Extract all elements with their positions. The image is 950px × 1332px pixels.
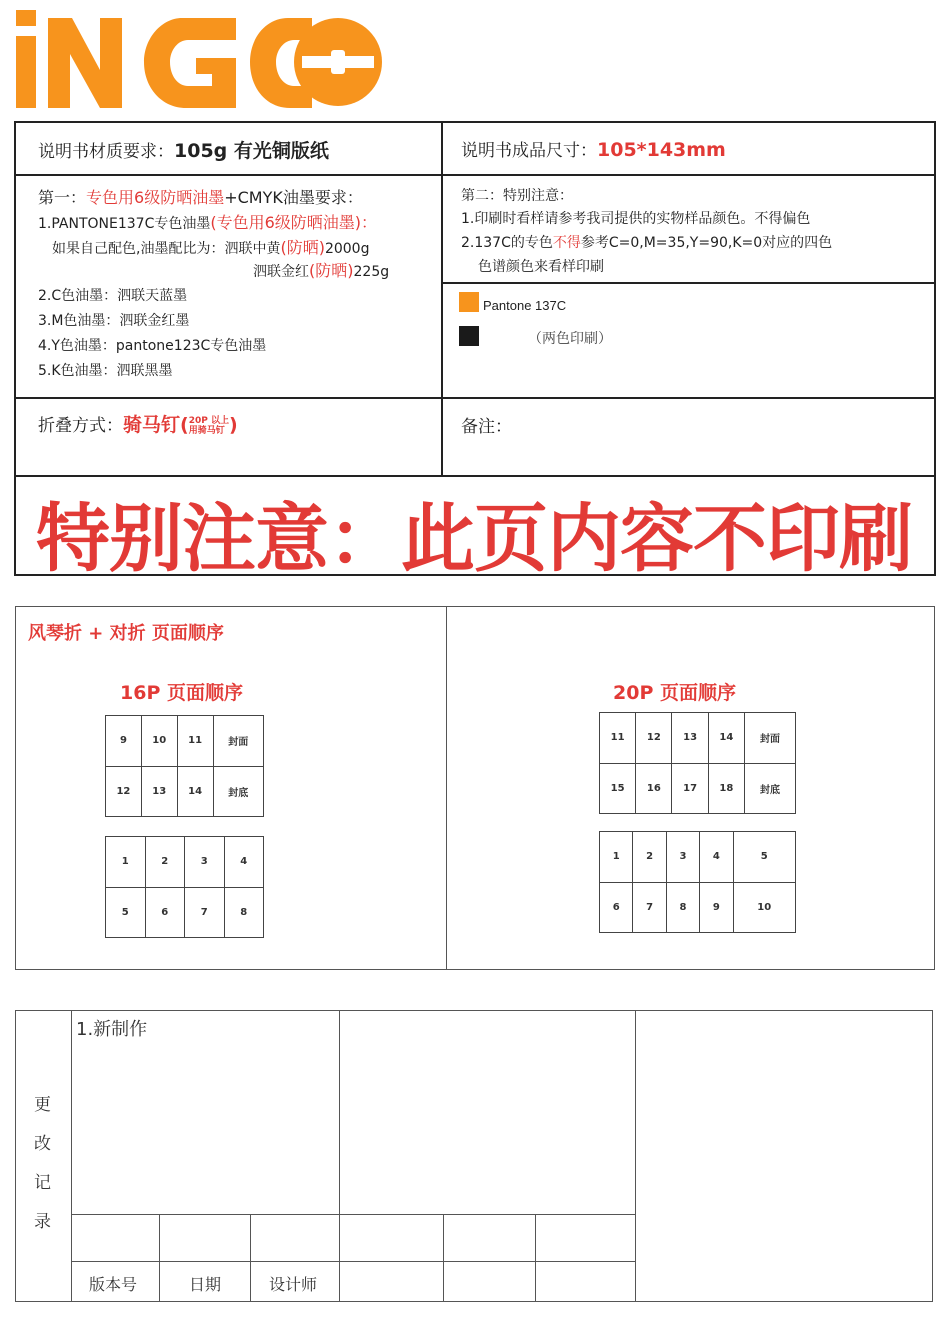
fold-close: ) bbox=[228, 414, 238, 436]
note-line2-red: 不得 bbox=[552, 235, 581, 251]
page-cell: 5 bbox=[733, 832, 796, 883]
note-line-2 bbox=[461, 232, 832, 252]
page-cell: 16 bbox=[636, 763, 672, 814]
note-line2-suffix: 参考C=0,M=35,Y=90,K=0对应的四色 bbox=[580, 235, 833, 251]
ingco-logo-graphic bbox=[12, 10, 392, 110]
page-cell: 2 bbox=[145, 837, 185, 888]
page-cell: 10 bbox=[141, 716, 177, 767]
page-cell: 8 bbox=[666, 882, 699, 933]
p16-top-grid bbox=[105, 715, 264, 817]
ink-line2-red: (防晒) bbox=[280, 238, 325, 257]
page-cell: 1 bbox=[106, 837, 146, 888]
change-entry: 1.新制作 bbox=[76, 1019, 148, 1040]
page-cell: 12 bbox=[106, 766, 142, 817]
finished-size bbox=[461, 136, 726, 161]
page-cell: 3 bbox=[666, 832, 699, 883]
page-cell: 14 bbox=[177, 766, 213, 817]
page-cell: 封面 bbox=[213, 716, 263, 767]
remark-label: 备注： bbox=[461, 417, 512, 437]
page-cell: 15 bbox=[600, 763, 636, 814]
page-cell: 6 bbox=[600, 882, 633, 933]
footer-version: 版本号 bbox=[89, 1275, 138, 1294]
note-line2-prefix: 2.137C的专色 bbox=[461, 235, 553, 251]
size-value: 105*143mm bbox=[597, 139, 726, 161]
note-line-1: 1.印刷时看样请参考我司提供的实物样品颜色。不得偏色 bbox=[461, 211, 811, 227]
footer-date: 日期 bbox=[189, 1275, 222, 1294]
note-title: 第二：特别注意： bbox=[461, 188, 573, 204]
grid-row bbox=[106, 716, 264, 767]
grid-row bbox=[600, 713, 796, 764]
ink-line-3 bbox=[253, 258, 389, 281]
grid-row bbox=[600, 763, 796, 814]
page-cell: 17 bbox=[672, 763, 708, 814]
page-cell: 2 bbox=[633, 832, 666, 883]
change-label-char-3: 记 bbox=[34, 1173, 51, 1193]
ink-k: 5.K色油墨：泗联黑墨 bbox=[38, 363, 173, 379]
material-label: 说明书材质要求： bbox=[38, 142, 174, 162]
ink-line2-prefix: 如果自己配色,油墨配比为：泗联中黄 bbox=[52, 241, 281, 257]
ink-line1-red: (专色用6级防晒油墨)： bbox=[210, 213, 378, 232]
change-label-char-1: 更 bbox=[34, 1095, 51, 1115]
grid-row bbox=[106, 766, 264, 817]
fold-small-note bbox=[189, 416, 229, 436]
black-swatch-label: （两色印刷） bbox=[528, 331, 612, 347]
page-cell: 10 bbox=[733, 882, 796, 933]
footer-designer: 设计师 bbox=[269, 1275, 318, 1294]
ink-line3-prefix: 泗联金红 bbox=[253, 264, 309, 280]
page-order-title: 风琴折 + 对折 页面顺序 bbox=[28, 623, 224, 644]
fold-small-1: 20P 以上 bbox=[188, 416, 229, 426]
page-cell: 6 bbox=[145, 887, 185, 938]
p20-title: 20P 页面顺序 bbox=[613, 682, 736, 704]
page-cell: 封面 bbox=[744, 713, 795, 764]
fold-label: 折叠方式： bbox=[38, 416, 123, 436]
page-cell: 4 bbox=[700, 832, 733, 883]
page-cell: 9 bbox=[700, 882, 733, 933]
p20-bottom-grid bbox=[599, 831, 796, 933]
page-cell: 12 bbox=[636, 713, 672, 764]
change-record-label bbox=[34, 1086, 54, 1242]
page-cell: 7 bbox=[633, 882, 666, 933]
page-cell: 1 bbox=[600, 832, 633, 883]
orange-swatch bbox=[459, 292, 479, 312]
page-cell: 7 bbox=[185, 887, 225, 938]
page-cell: 封底 bbox=[744, 763, 795, 814]
ink-y: 4.Y色油墨：pantone123C专色油墨 bbox=[38, 338, 267, 354]
ink-line2-suffix: 2000g bbox=[324, 241, 370, 257]
page-cell: 13 bbox=[672, 713, 708, 764]
black-swatch bbox=[459, 326, 479, 346]
change-label-char-2: 改 bbox=[34, 1134, 51, 1154]
page-cell: 9 bbox=[106, 716, 142, 767]
page-cell: 11 bbox=[600, 713, 636, 764]
p16-title: 16P 页面顺序 bbox=[120, 682, 243, 704]
page-cell: 4 bbox=[224, 837, 264, 888]
grid-row bbox=[106, 887, 264, 938]
page-cell: 封底 bbox=[213, 766, 263, 817]
page-cell: 5 bbox=[106, 887, 146, 938]
grid-row bbox=[600, 832, 796, 883]
warning-banner: 特别注意：此页内容不印刷 bbox=[36, 496, 912, 582]
material-value: 105g 有光铜版纸 bbox=[174, 140, 329, 162]
ingco-logo bbox=[12, 10, 392, 110]
grid-row bbox=[106, 837, 264, 888]
page-cell: 3 bbox=[185, 837, 225, 888]
ink-title bbox=[38, 185, 363, 208]
page-cell: 14 bbox=[708, 713, 744, 764]
ink-c: 2.C色油墨：泗联天蓝墨 bbox=[38, 288, 188, 304]
ink-line-2 bbox=[52, 235, 369, 258]
page-cell: 11 bbox=[177, 716, 213, 767]
fold-value: 骑马钉( bbox=[123, 414, 189, 436]
ink-m: 3.M色油墨：泗联金红墨 bbox=[38, 313, 190, 329]
change-label-char-4: 录 bbox=[34, 1212, 51, 1232]
ink-title-prefix: 第一： bbox=[38, 188, 87, 207]
size-label: 说明书成品尺寸： bbox=[461, 141, 597, 161]
ink-line1-prefix: 1.PANTONE137C专色油墨 bbox=[38, 216, 211, 232]
ink-title-suffix: +CMYK油墨要求： bbox=[224, 188, 363, 207]
ink-line3-red: (防晒) bbox=[309, 261, 354, 280]
page-cell: 18 bbox=[708, 763, 744, 814]
ink-title-red: 专色用6级防晒油墨 bbox=[86, 188, 225, 207]
fold-small-2: 用骑马钉 bbox=[188, 426, 225, 436]
note-line-3: 色谱颜色来看样印刷 bbox=[478, 259, 604, 275]
ink-line3-suffix: 225g bbox=[353, 264, 390, 280]
material-requirement bbox=[38, 136, 329, 163]
page-cell: 8 bbox=[224, 887, 264, 938]
fold-method bbox=[38, 410, 238, 437]
ink-line-1 bbox=[38, 210, 377, 233]
p16-bottom-grid bbox=[105, 836, 264, 938]
orange-swatch-label: Pantone 137C bbox=[483, 298, 567, 313]
grid-row bbox=[600, 882, 796, 933]
p20-top-grid bbox=[599, 712, 796, 814]
page-cell: 13 bbox=[141, 766, 177, 817]
